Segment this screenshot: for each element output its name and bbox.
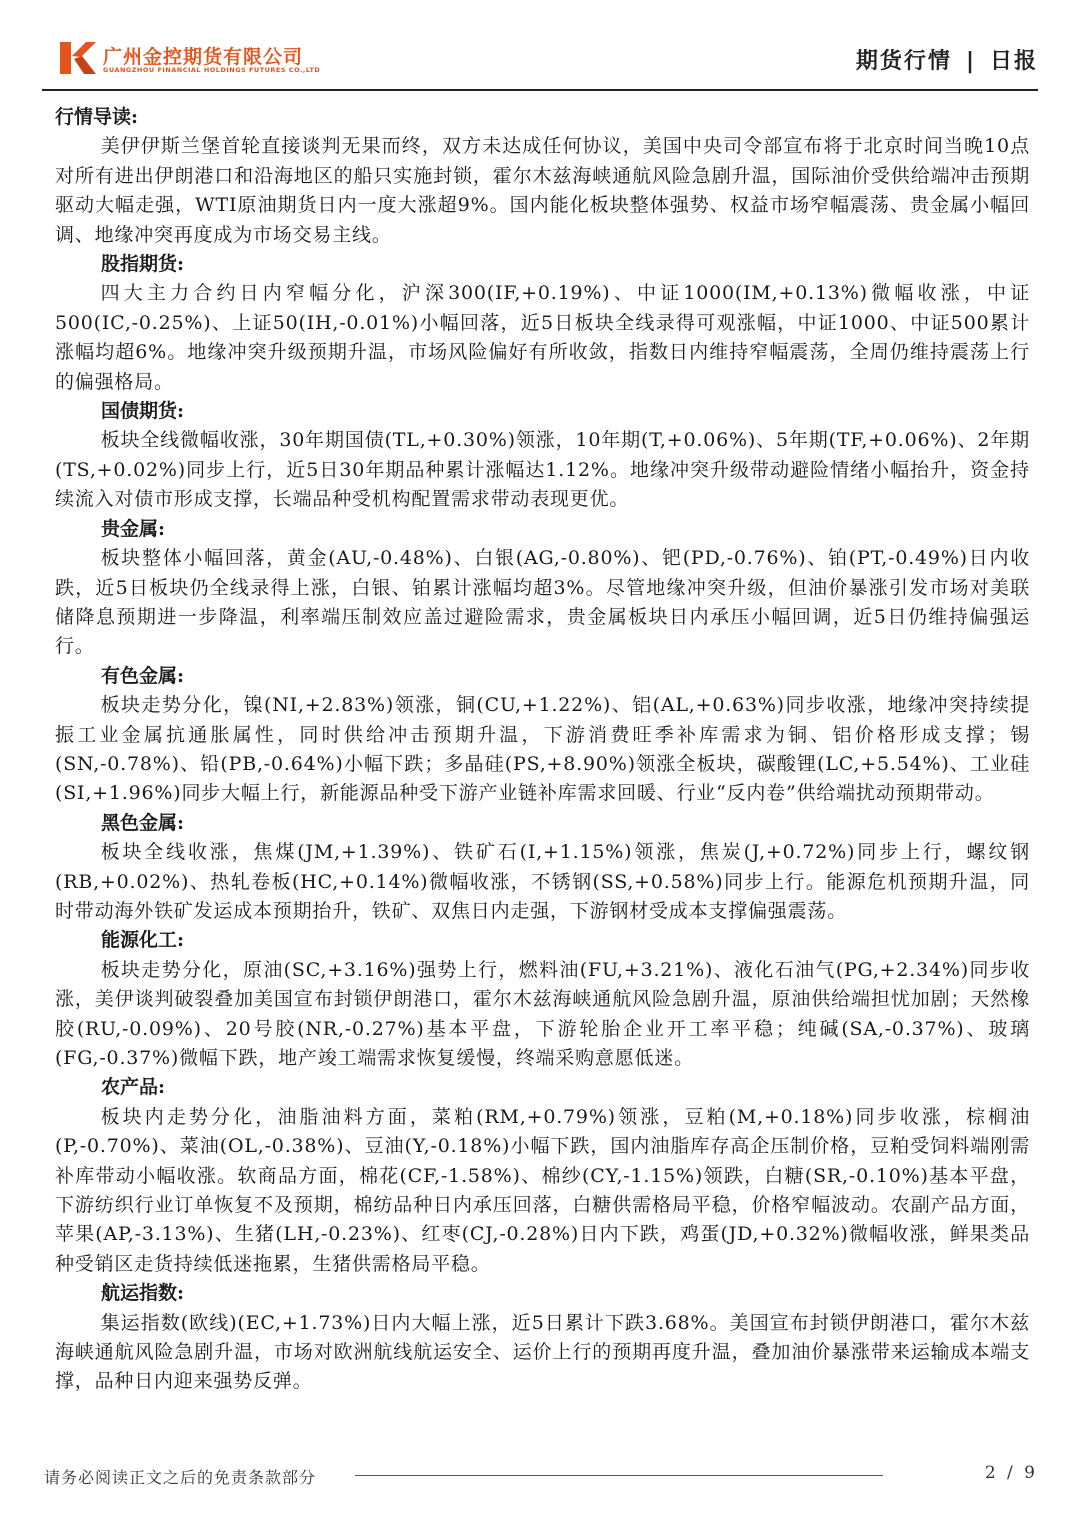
section-agricultural-products	[55, 1073, 1030, 1279]
footer-divider	[355, 1475, 883, 1476]
section-text: 集运指数(欧线)(EC,+1.73%)日内大幅上涨，近5日累计下跌3.68%。美国宣布封锁伊朗港口，霍尔木兹海峡通航风险急剧升温，市场对欧洲航线航运安全、运价上行的预期再度升温，叠加油价暴涨带来运输成本端支撑，品种日内迎来强势反弹。	[55, 1311, 1030, 1393]
section-text: 板块走势分化，原油(SC,+3.16%)强势上行，燃料油(FU,+3.21%)、液化石油气(PG,+2.34%)同步收涨，美伊谈判破裂叠加美国宣布封锁伊朗港口，霍尔木兹海峡通航风险急剧升温，原油供给端担忧加剧；天然橡胶(RU,-0.09%)、20号胶(NR,-0.27%)基本平盘，下游轮胎企业开工率平稳；纯碱(SA,-0.37%)、玻璃(FG,-0.37%)微幅下跌，地产竣工端需求恢复缓慢，终端采购意愿低迷。	[55, 958, 1030, 1069]
section-text: 美伊伊斯兰堡首轮直接谈判无果而终，双方未达成任何协议，美国中央司令部宣布将于北京时间当晚10点对所有进出伊朗港口和沿海地区的船只实施封锁，霍尔木兹海峡通航风险急剧升温，国际油价受供给端冲击预期驱动大幅走强，WTI原油期货日内一度大涨超9%。国内能化板块整体强势、权益市场窄幅震荡、贵金属小幅回调、地缘冲突再度成为市场交易主线。	[55, 135, 1030, 246]
section-text: 板块全线收涨，焦煤(JM,+1.39%)、铁矿石(I,+1.15%)领涨，焦炭(J,+0.72%)同步上行，螺纹钢(RB,+0.02%)、热轧卷板(HC,+0.14%)微幅收涨，不锈钢(SS,+0.58%)同步上行。能源危机预期升温，同时带动海外铁矿发运成本预期抬升，铁矿、双焦日内走强，下游钢材受成本支撑偏强震荡。	[55, 841, 1030, 922]
section-nonferrous-metals	[55, 662, 1030, 809]
page-footer	[0, 1455, 1080, 1495]
section-text: 板块全线微幅收涨，30年期国债(TL,+0.30%)领涨，10年期(T,+0.06%)、5年期(TF,+0.06%)、2年期(TS,+0.02%)同步上行，近5日30年期品种累计涨幅达1.12%。地缘冲突升级带动避险情绪小幅抬升，资金持续流入对债市形成支撑，长端品种受机构配置需求带动表现更优。	[55, 429, 1030, 511]
header-divider	[42, 89, 1038, 91]
section-precious-metals	[55, 515, 1030, 662]
section-title: 农产品:	[101, 1076, 166, 1099]
section-title: 行情导读:	[55, 106, 139, 128]
section-title: 能源化工:	[101, 929, 185, 952]
section-market-overview	[55, 103, 1030, 250]
report-category: 期货行情	[855, 49, 952, 74]
section-title: 股指期货:	[101, 253, 185, 276]
section-title: 国债期货:	[101, 400, 185, 423]
section-shipping-index	[55, 1279, 1030, 1397]
report-frequency: 日报	[989, 49, 1038, 74]
section-title: 有色金属:	[101, 664, 185, 687]
section-stock-index-futures	[55, 250, 1030, 397]
section-ferrous-metals	[55, 809, 1030, 927]
report-type	[856, 44, 1038, 75]
company-name-cn: 广州金控期货有限公司	[103, 46, 304, 68]
report-body	[55, 103, 1030, 1397]
report-separator: |	[965, 49, 976, 74]
section-treasury-futures	[55, 397, 1030, 515]
section-text: 板块走势分化，镍(NI,+2.83%)领涨，铜(CU,+1.22%)、铝(AL,+0.63%)同步收涨，地缘冲突持续提振工业金属抗通胀属性，同时供给冲击预期升温，下游消费旺季补库需求为铜、铝价格形成支撑；锡(SN,-0.78%)、铅(PB,-0.64%)小幅下跌；多晶硅(PS,+8.90%)领涨全板块，碳酸锂(LC,+5.54%)、工业硅(SI,+1.96%)同步大幅上行，新能源品种受下游产业链补库需求回暖、行业“反内卷”供给端扰动预期带动。	[55, 694, 1030, 805]
section-title: 航运指数:	[101, 1282, 185, 1305]
company-logo-icon	[60, 42, 96, 74]
page-header	[0, 0, 1080, 100]
section-title: 黑色金属:	[101, 811, 185, 834]
section-text: 板块内走势分化，油脂油料方面，菜粕(RM,+0.79%)领涨，豆粕(M,+0.18%)同步收涨，棕榈油(P,-0.70%)、菜油(OL,-0.38%)、豆油(Y,-0.18%)小幅下跌，国内油脂库存高企压制价格，豆粕受饲料端刚需补库带动小幅收涨。软商品方面，棉花(CF,-1.58%)、棉纱(CY,-1.15%)领跌，白糖(SR,-0.10%)基本平盘，下游纺织行业订单恢复不及预期，棉纺品种日内承压回落，白糖供需格局平稳，价格窄幅波动。农副产品方面，苹果(AP,-3.13%)、生猪(LH,-0.23%)、红枣(CJ,-0.28%)日内下跌，鸡蛋(JD,+0.32%)微幅收涨，鲜果类品种受销区走货持续低迷拖累，生猪供需格局平稳。	[55, 1105, 1030, 1275]
page-number: 2 / 9	[984, 1463, 1038, 1483]
section-text: 板块整体小幅回落，黄金(AU,-0.48%)、白银(AG,-0.80%)、钯(PD,-0.76%)、铂(PT,-0.49%)日内收跌，近5日板块仍全线录得上涨，白银、铂累计涨幅均超3%。尽管地缘冲突升级，但油价暴涨引发市场对美联储降息预期进一步降温，利率端压制效应盖过避险需求，贵金属板块日内承压小幅回调，近5日仍维持偏强运行。	[55, 547, 1030, 658]
company-name-en: GUANGZHOU FINANCIAL HOLDINGS FUTURES CO.,LTD	[103, 66, 321, 74]
section-energy-chemicals	[55, 926, 1030, 1073]
section-title: 贵金属:	[101, 517, 166, 540]
section-text: 四大主力合约日内窄幅分化，沪深300(IF,+0.19%)、中证1000(IM,+0.13%)微幅收涨，中证500(IC,-0.25%)、上证50(IH,-0.01%)小幅回落，近5日板块全线录得可观涨幅，中证1000、中证500累计涨幅均超6%。地缘冲突升级预期升温，市场风险偏好有所收敛，指数日内维持窄幅震荡，全周仍维持震荡上行的偏强格局。	[55, 282, 1030, 393]
disclaimer-note: 请务必阅读正文之后的免责条款部分	[44, 1468, 317, 1487]
